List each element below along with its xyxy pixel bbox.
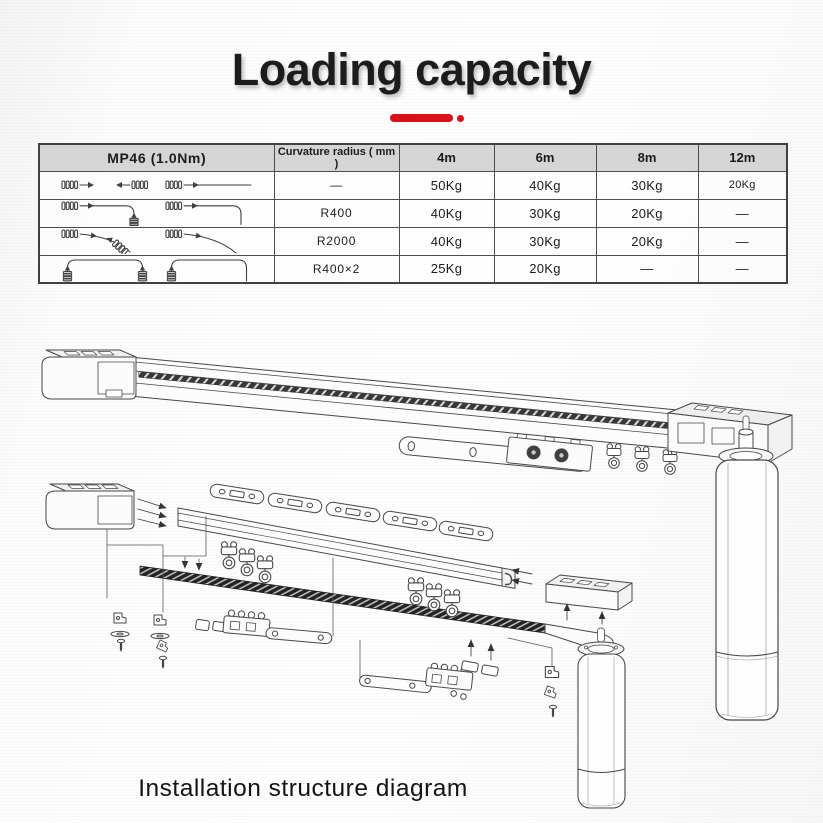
load-cell: 20Kg xyxy=(596,199,698,227)
left-end-cap xyxy=(42,350,136,399)
radius-cell: R2000 xyxy=(274,227,399,255)
rail xyxy=(135,358,688,451)
load-cell: 40Kg xyxy=(494,171,596,199)
load-cell: 25Kg xyxy=(399,255,494,283)
exploded-view-drawing xyxy=(46,483,632,808)
radius-header-cell: Curvature radius ( mm ) xyxy=(274,144,399,171)
belt-clamp-carriage-1 xyxy=(223,609,334,644)
radius-cell: R400 xyxy=(274,199,399,227)
model-header-cell: MP46 (1.0Nm) xyxy=(39,144,274,171)
assembled-track-drawing xyxy=(42,350,792,720)
fixing-parts xyxy=(111,613,226,669)
radius-cell: R400×2 xyxy=(274,255,399,283)
length-header-cell: 8m xyxy=(596,144,698,171)
length-header-cell: 4m xyxy=(399,144,494,171)
load-cell: — xyxy=(698,227,787,255)
page-title: Loading capacity xyxy=(231,44,592,95)
motor-unit xyxy=(716,416,778,720)
load-cell: — xyxy=(596,255,698,283)
hook-and-screw xyxy=(544,667,558,719)
length-header-cell: 6m xyxy=(494,144,596,171)
load-cell: 30Kg xyxy=(596,171,698,199)
diagram-caption: Installation structure diagram xyxy=(138,775,468,802)
load-cell: 40Kg xyxy=(399,227,494,255)
load-cell: 30Kg xyxy=(494,199,596,227)
load-cell: 30Kg xyxy=(494,227,596,255)
exploded-end-cap xyxy=(46,484,134,529)
load-cell: 50Kg xyxy=(399,171,494,199)
length-header-cell: 12m xyxy=(698,144,787,171)
load-cell: 20Kg xyxy=(494,255,596,283)
load-cell: 20Kg xyxy=(596,227,698,255)
drive-belt xyxy=(140,566,613,650)
leader-arrows xyxy=(138,499,166,526)
load-cell: — xyxy=(698,255,787,283)
load-cell: 20Kg xyxy=(698,171,787,199)
drive-unit-box xyxy=(546,575,632,620)
load-cell: 40Kg xyxy=(399,199,494,227)
load-cell: — xyxy=(698,199,787,227)
radius-cell: — xyxy=(274,171,399,199)
belt-clamp-carriage-2 xyxy=(359,656,474,701)
track-clips xyxy=(461,640,498,676)
